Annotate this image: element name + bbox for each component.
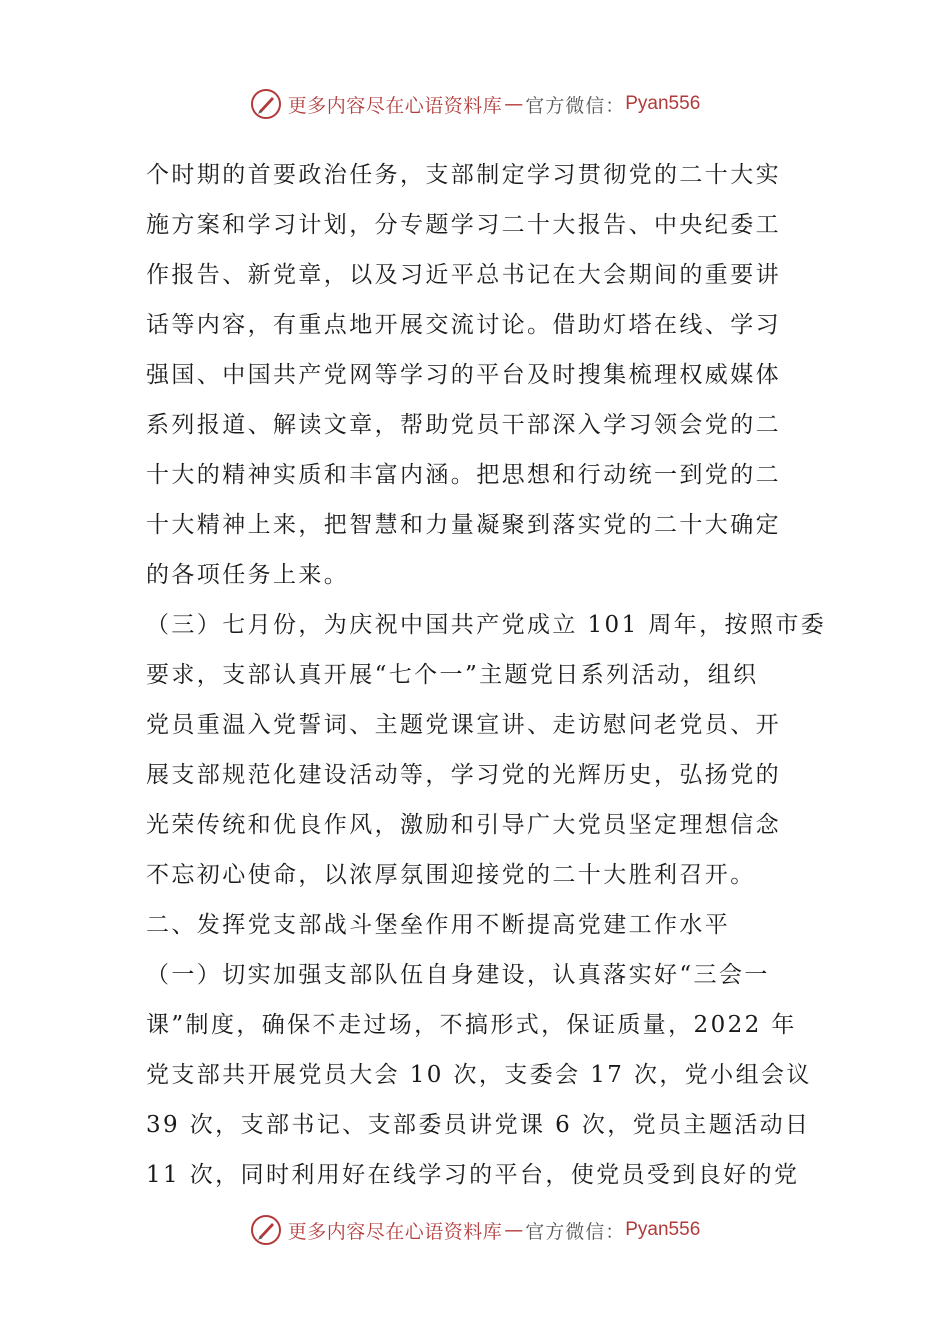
text-line: 党支部共开展党员大会 10 次，支委会 17 次，党小组会议 bbox=[146, 1062, 812, 1088]
paragraph-2 bbox=[146, 600, 827, 900]
section-heading bbox=[146, 900, 806, 950]
text-line: 强国、中国共产党网等学习的平台及时搜集梳理权威媒体 bbox=[146, 362, 781, 388]
document-body bbox=[146, 150, 827, 1200]
text-line: 党员重温入党誓词、主题党课宣讲、走访慰问老党员、开 bbox=[146, 712, 781, 738]
heading-line: 二、发挥党支部战斗堡垒作用不断提高党建工作水平 bbox=[146, 912, 731, 938]
text-line: 作报告、新党章，以及习近平总书记在大会期间的重要讲 bbox=[146, 262, 781, 288]
text-line: 个时期的首要政治任务，支部制定学习贯彻党的二十大实 bbox=[146, 162, 781, 188]
text-line: 课”制度，确保不走过场，不搞形式，保证质量，2022 年 bbox=[146, 1012, 797, 1038]
paragraph-1 bbox=[146, 150, 806, 600]
header-watermark bbox=[0, 86, 950, 122]
text-line: （一）切实加强支部队伍自身建设，认真落实好“三会一 bbox=[146, 962, 770, 988]
paragraph-3 bbox=[146, 950, 812, 1200]
watermark-official-label: 官方微信： bbox=[525, 94, 626, 117]
text-line: 话等内容，有重点地开展交流讨论。借助灯塔在线、学习 bbox=[146, 312, 781, 338]
text-line: 十大精神上来，把智慧和力量凝聚到落实党的二十大确定 bbox=[146, 512, 781, 538]
watermark-main-text: 更多内容尽在心语资料库 bbox=[287, 1220, 503, 1243]
text-line: 要求，支部认真开展“七个一”主题党日系列活动，组织 bbox=[146, 662, 759, 688]
text-line: 施方案和学习计划，分专题学习二十大报告、中央纪委工 bbox=[146, 212, 781, 238]
watermark-dash: — bbox=[504, 93, 524, 115]
text-line: 的各项任务上来。 bbox=[146, 562, 350, 588]
quill-logo-icon bbox=[250, 88, 282, 120]
watermark-handle: Pyan556 bbox=[625, 93, 701, 114]
text-line: 光荣传统和优良作风，激励和引导广大党员坚定理想信念 bbox=[146, 812, 781, 838]
text-line: 系列报道、解读文章，帮助党员干部深入学习领会党的二 bbox=[146, 412, 781, 438]
text-line: （三）七月份，为庆祝中国共产党成立 101 周年，按照市委 bbox=[146, 612, 827, 638]
watermark-handle: Pyan556 bbox=[625, 1219, 701, 1240]
watermark-dash: — bbox=[504, 1219, 524, 1241]
text-line: 十大的精神实质和丰富内涵。把思想和行动统一到党的二 bbox=[146, 462, 781, 488]
quill-logo-icon bbox=[250, 1214, 282, 1246]
watermark-main-text: 更多内容尽在心语资料库 bbox=[287, 94, 503, 117]
text-line: 展支部规范化建设活动等，学习党的光辉历史，弘扬党的 bbox=[146, 762, 781, 788]
text-line: 39 次，支部书记、支部委员讲党课 6 次，党员主题活动日 bbox=[146, 1112, 811, 1138]
text-line: 不忘初心使命，以浓厚氛围迎接党的二十大胜利召开。 bbox=[146, 862, 756, 888]
watermark-official-label: 官方微信： bbox=[525, 1220, 626, 1243]
footer-watermark bbox=[0, 1212, 950, 1248]
text-line: 11 次，同时利用好在线学习的平台，使党员受到良好的党 bbox=[146, 1162, 800, 1188]
